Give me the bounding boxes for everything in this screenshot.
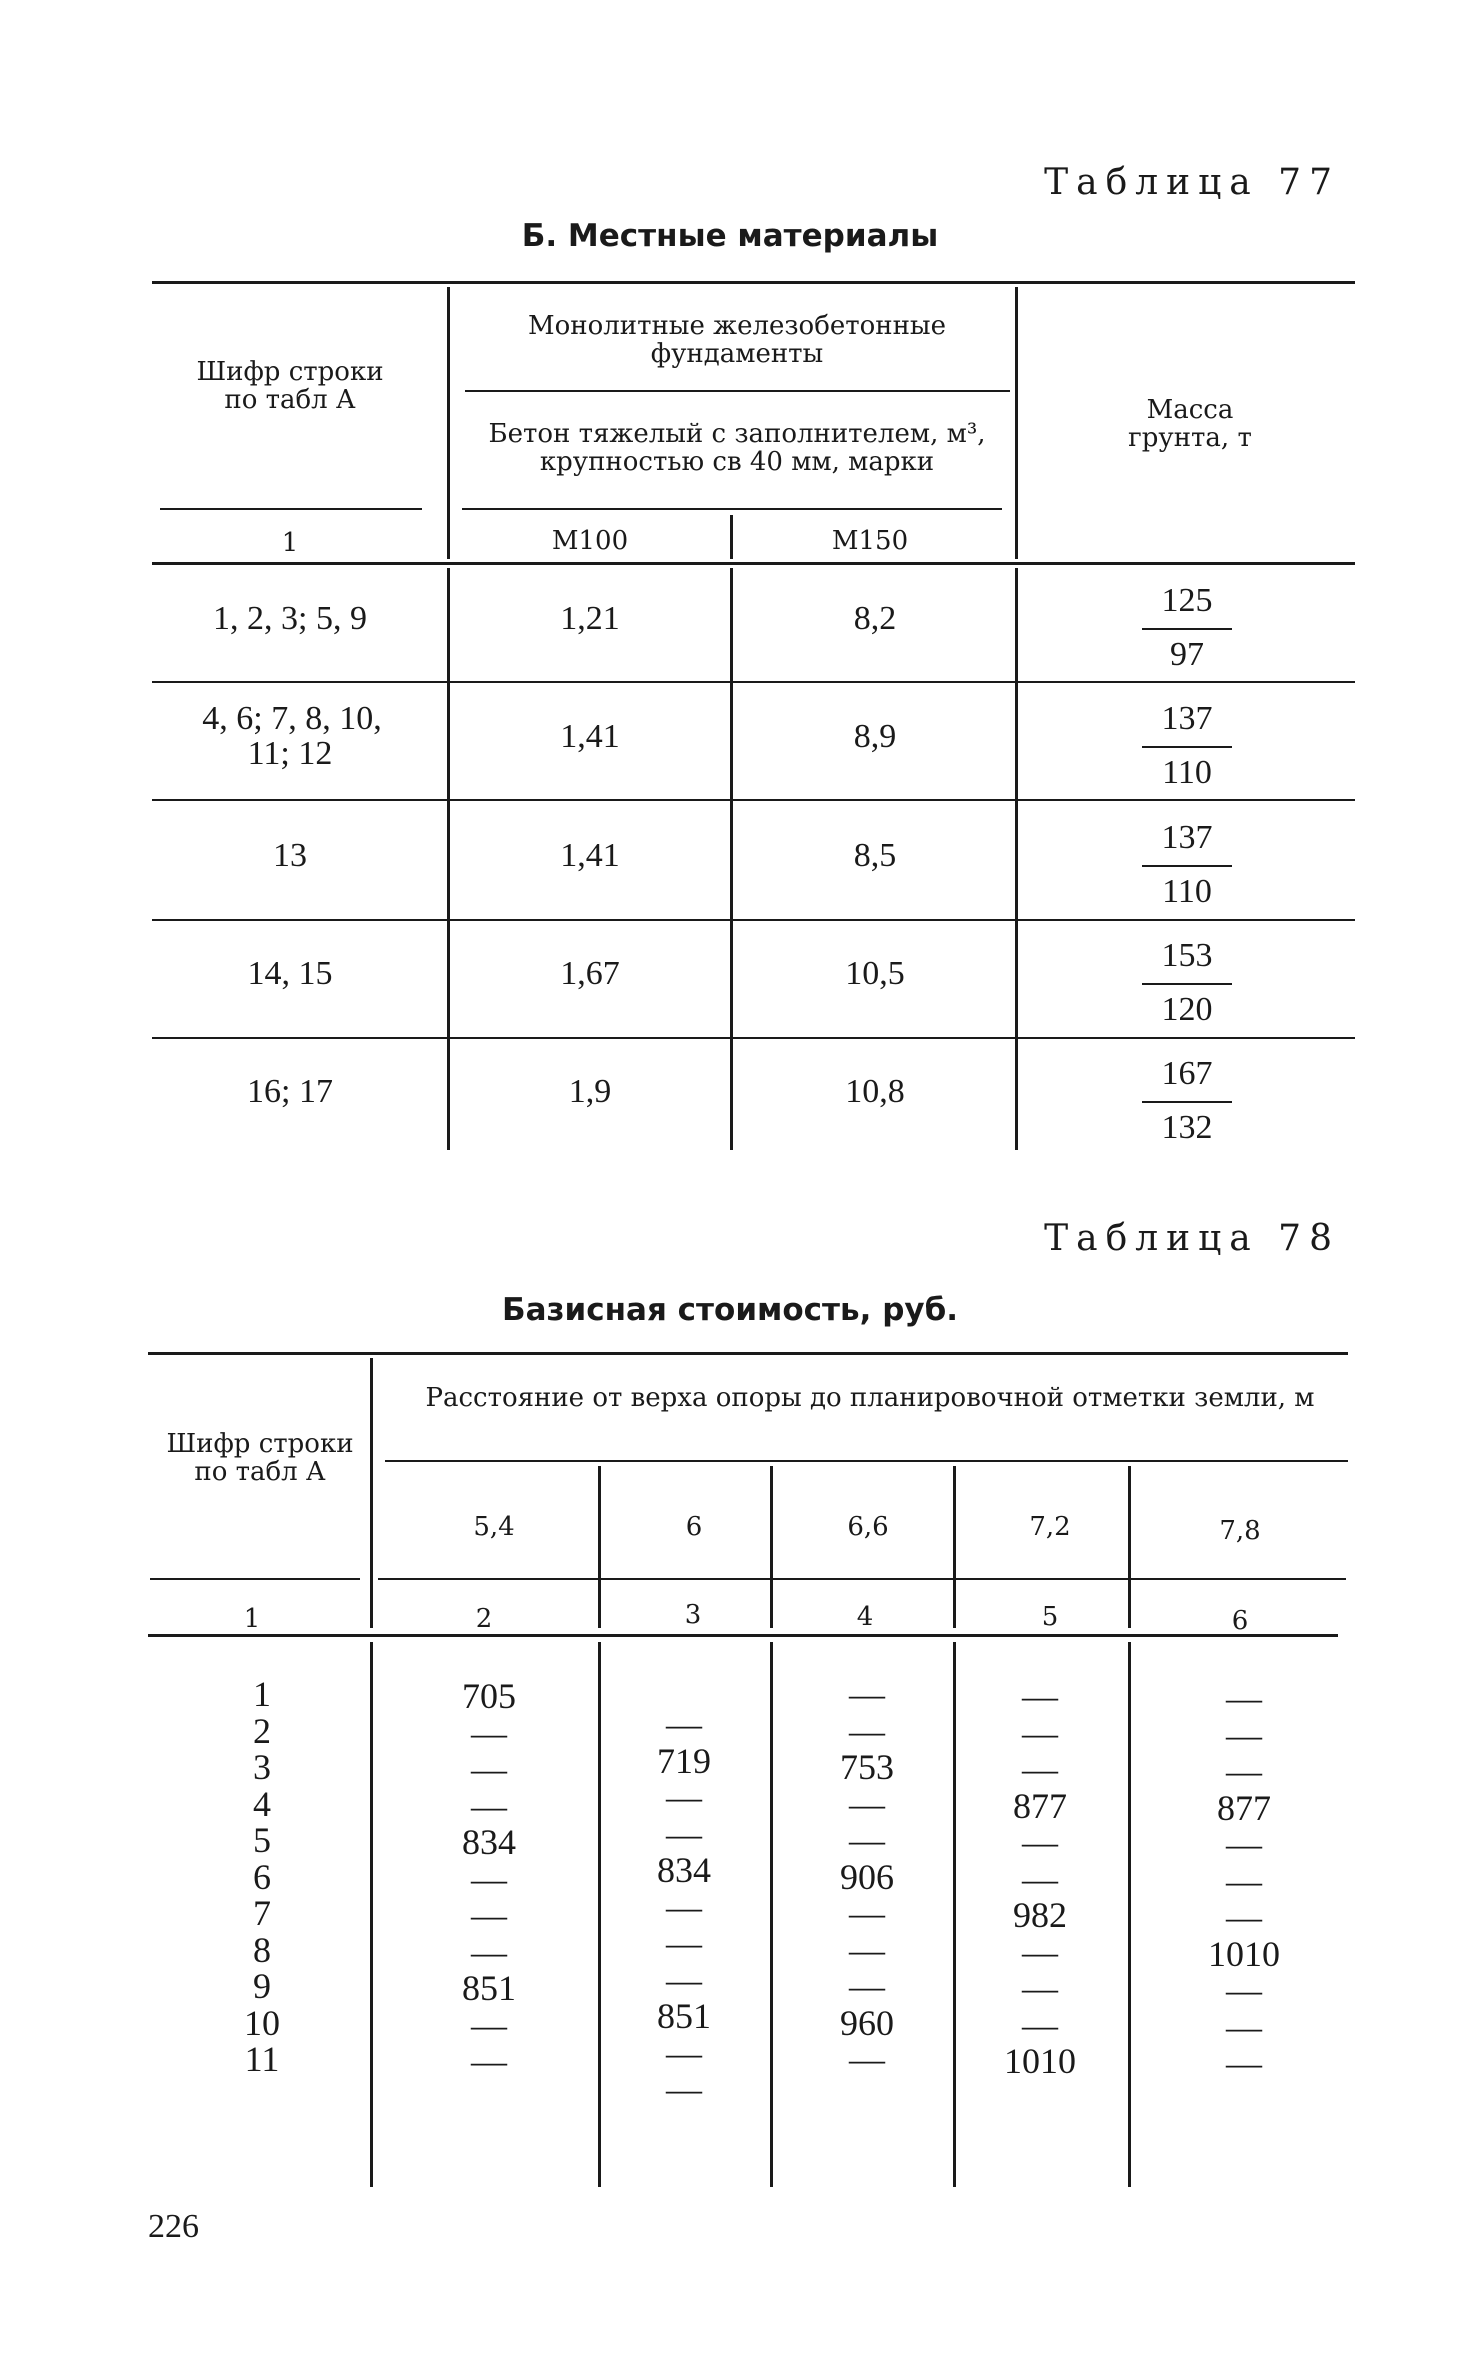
t78-value-cell: — [666, 1959, 702, 2000]
t78-code-underline [150, 1578, 360, 1580]
t78-value-cell: — [849, 1820, 885, 1860]
t77-row2-code-l2: 11; 12 [247, 735, 333, 772]
page-number: 226 [148, 2208, 199, 2245]
t78-code-cell: 2 [253, 1710, 271, 1751]
t78-col-5-4 [429, 1678, 549, 2080]
t78-value-cell: — [849, 1710, 885, 1751]
t77-body-v2 [730, 568, 733, 1150]
t78-body-v4 [953, 1642, 956, 2187]
t78-value-cell: — [666, 2069, 702, 2109]
t78-value-cell: — [666, 1886, 702, 1927]
t78-value-cell: — [471, 2004, 507, 2045]
t78-value-cell: 834 [657, 1850, 711, 1890]
t78-value-cell: — [1022, 1676, 1058, 1716]
t78-vrule-1 [370, 1358, 373, 1628]
t78-dist-72: 7,2 [1029, 1512, 1071, 1542]
t78-value-cell: — [849, 1966, 885, 2006]
t77-row2-mass-den: 110 [1162, 754, 1212, 791]
t78-sub-underline [378, 1578, 1346, 1580]
t78-value-cell: — [1022, 2004, 1058, 2045]
t77-row-rule-1 [152, 681, 1355, 683]
table77-caption: Таблица 77 [1044, 162, 1340, 203]
t78-dist-78: 7,8 [1219, 1516, 1261, 1546]
t77-subgroup-header: Бетон тяжелый с заполнителем, м³, крупностью св 40 мм, марки [488, 419, 986, 477]
t77-row2-m100: 1,41 [560, 718, 620, 755]
t77-row1-code: 1, 2, 3; 5, 9 [213, 600, 367, 637]
table78-title: Базисная стоимость, руб. [501, 1292, 959, 1328]
t78-value-cell: 906 [840, 1856, 894, 1897]
t78-value-cell: — [471, 1749, 507, 1789]
t78-value-cell: — [1022, 1822, 1058, 1862]
t78-col-6 [624, 1706, 744, 2108]
t77-row3-m150: 8,5 [853, 837, 897, 874]
t78-value-cell: — [471, 1712, 507, 1753]
t78-value-cell: — [1226, 2043, 1262, 2083]
t78-vrule-3 [770, 1466, 773, 1628]
t78-header-bottom [148, 1634, 1338, 1637]
t77-row5-m150: 10,8 [845, 1073, 905, 1110]
t78-value-cell: 705 [462, 1676, 516, 1716]
table78-caption: Таблица 78 [1044, 1218, 1340, 1259]
t78-code-cell: 9 [253, 1966, 271, 2006]
t78-vrule-4 [953, 1466, 956, 1628]
t77-row2-mass-num: 137 [1161, 700, 1213, 737]
t78-value-cell: — [471, 2041, 507, 2081]
t77-row2-m150: 8,9 [853, 718, 897, 755]
t78-value-cell: — [1022, 1931, 1058, 1972]
t77-body-v1 [447, 568, 450, 1150]
t77-code-header: Шифр строки по табл А [196, 357, 384, 415]
t77-vrule-2 [1015, 287, 1018, 559]
t78-col-7-2 [980, 1678, 1100, 2080]
t77-header-bottom [152, 562, 1355, 565]
t77-sub-underline [462, 508, 1002, 510]
t78-group-header: Расстояние от верха опоры до планировочной отметки земли, м [425, 1383, 1315, 1413]
t77-row5-m100: 1,9 [568, 1073, 612, 1110]
t77-row-rule-2 [152, 799, 1355, 801]
table77-title: Б. Местные материалы [521, 218, 939, 254]
t77-row3-mass-den: 110 [1162, 873, 1212, 910]
t77-m150-header: М150 [831, 526, 909, 556]
t78-code-cell: 7 [253, 1893, 271, 1933]
t78-value-cell: — [1226, 1970, 1262, 2010]
t78-value-cell: — [471, 1895, 507, 1935]
t78-col-7-8 [1184, 1680, 1304, 2082]
t77-group-rule [465, 390, 1010, 392]
t78-value-cell: — [1022, 1968, 1058, 2008]
t78-col-6-6 [807, 1676, 927, 2078]
t78-colnum-6: 6 [1231, 1606, 1249, 1636]
t78-value-cell: — [1226, 1751, 1262, 1791]
t77-row2-code-l1: 4, 6; 7, 8, 10, [202, 700, 382, 737]
t77-vrule-m [730, 515, 733, 559]
t77-row-rule-3 [152, 919, 1355, 921]
t78-vrule-5 [1128, 1466, 1131, 1628]
t77-row4-code: 14, 15 [247, 955, 333, 992]
t78-code-cell: 3 [253, 1747, 271, 1787]
t78-body-v3 [770, 1642, 773, 2187]
t78-top-rule [148, 1352, 1348, 1355]
t78-colnum-5: 5 [1041, 1602, 1059, 1632]
t78-value-cell: — [1022, 1749, 1058, 1789]
t78-value-cell: — [1226, 1824, 1262, 1864]
t78-value-cell: 834 [462, 1822, 516, 1862]
t78-code-header: Шифр строки по табл А [166, 1429, 354, 1487]
t78-value-cell: — [1226, 1897, 1262, 1937]
t78-body-v5 [1128, 1642, 1131, 2187]
t78-colnum-2: 2 [475, 1604, 493, 1634]
t77-row5-mass-den: 132 [1161, 1109, 1213, 1146]
t77-row1-mass-num: 125 [1161, 582, 1213, 619]
t78-value-cell: — [849, 2039, 885, 2079]
t78-body-v1 [370, 1642, 373, 2187]
t78-value-cell: — [471, 1931, 507, 1972]
t77-mass-header: Масса грунта, т [1128, 395, 1252, 453]
t78-value-cell: — [666, 1777, 702, 1817]
t78-dist-66: 6,6 [847, 1512, 889, 1542]
t78-vrule-2 [598, 1466, 601, 1628]
t78-value-cell: 877 [1013, 1785, 1067, 1826]
t77-row1-m150: 8,2 [853, 600, 897, 637]
t78-value-cell: — [666, 1813, 702, 1854]
t77-row3-frac-bar [1142, 865, 1232, 867]
t77-row4-mass-num: 153 [1161, 937, 1213, 974]
t78-code-cell: 4 [253, 1783, 271, 1824]
t78-value-cell: 851 [462, 1968, 516, 2008]
t77-row5-mass-num: 167 [1161, 1055, 1213, 1092]
t78-value-cell: 877 [1217, 1787, 1271, 1828]
t78-value-cell: — [849, 1783, 885, 1824]
t78-value-cell: 1010 [1004, 2041, 1076, 2081]
t77-row4-m150: 10,5 [845, 955, 905, 992]
t78-value-cell: 719 [657, 1740, 711, 1781]
t77-row1-m100: 1,21 [560, 600, 620, 637]
t78-value-cell: 960 [840, 2002, 894, 2043]
t78-code-cell: 1 [253, 1674, 271, 1714]
t78-value-cell: — [666, 1923, 702, 1963]
t78-code-cell: 10 [244, 2002, 280, 2043]
t77-group-header: Монолитные железобетонные фундаменты [527, 311, 947, 369]
t78-value-cell: — [849, 1929, 885, 1970]
t78-code-cell: 6 [253, 1856, 271, 1897]
t78-colnum-1: 1 [243, 1604, 261, 1634]
t78-value-cell: — [1022, 1712, 1058, 1753]
t77-row3-mass-num: 137 [1161, 819, 1213, 856]
t77-row3-m100: 1,41 [560, 837, 620, 874]
t78-body-v2 [598, 1642, 601, 2187]
t77-col-number: 1 [281, 528, 299, 558]
t78-value-cell: — [1226, 1678, 1262, 1718]
t78-code-cell: 11 [244, 2039, 280, 2079]
t78-value-cell: 851 [657, 1996, 711, 2036]
t78-group-rule [385, 1460, 1348, 1462]
t78-value-cell: 1010 [1208, 1933, 1280, 1974]
t78-value-cell: — [666, 2032, 702, 2073]
t77-vrule-1 [447, 287, 450, 559]
t77-row5-code: 16; 17 [247, 1073, 333, 1110]
t78-value-cell: — [849, 1674, 885, 1714]
t77-m100-header: М100 [551, 526, 629, 556]
t78-value-cell: — [471, 1785, 507, 1826]
t77-row4-m100: 1,67 [560, 955, 620, 992]
t78-value-cell: — [666, 1704, 702, 1744]
t78-value-cell: — [1226, 1860, 1262, 1901]
t78-value-cell: — [1226, 2006, 1262, 2047]
t77-body-v3 [1015, 568, 1018, 1150]
t78-dist-54: 5,4 [473, 1512, 515, 1542]
t77-row-rule-4 [152, 1037, 1355, 1039]
t78-value-cell: — [1022, 1858, 1058, 1899]
t78-value-cell: 982 [1013, 1895, 1067, 1935]
t77-row3-code: 13 [273, 837, 307, 874]
t78-value-cell: 753 [840, 1747, 894, 1787]
t78-value-cell: — [471, 1858, 507, 1899]
t78-value-cell: — [849, 1893, 885, 1933]
t78-value-cell: — [1226, 1714, 1262, 1755]
t77-row4-mass-den: 120 [1161, 991, 1213, 1028]
t78-code-cell: 5 [253, 1820, 271, 1860]
t77-top-rule [152, 281, 1355, 284]
t77-row1-frac-bar [1142, 628, 1232, 630]
t78-colnum-4: 4 [856, 1602, 874, 1632]
t77-row2-frac-bar [1142, 746, 1232, 748]
t77-code-underline [160, 508, 422, 510]
t78-codes-column [222, 1676, 302, 2078]
t78-colnum-3: 3 [684, 1600, 702, 1630]
t77-row1-mass-den: 97 [1170, 636, 1204, 673]
t77-row5-frac-bar [1142, 1101, 1232, 1103]
t78-code-cell: 8 [253, 1929, 271, 1970]
t78-dist-6: 6 [685, 1512, 703, 1542]
t77-row4-frac-bar [1142, 983, 1232, 985]
